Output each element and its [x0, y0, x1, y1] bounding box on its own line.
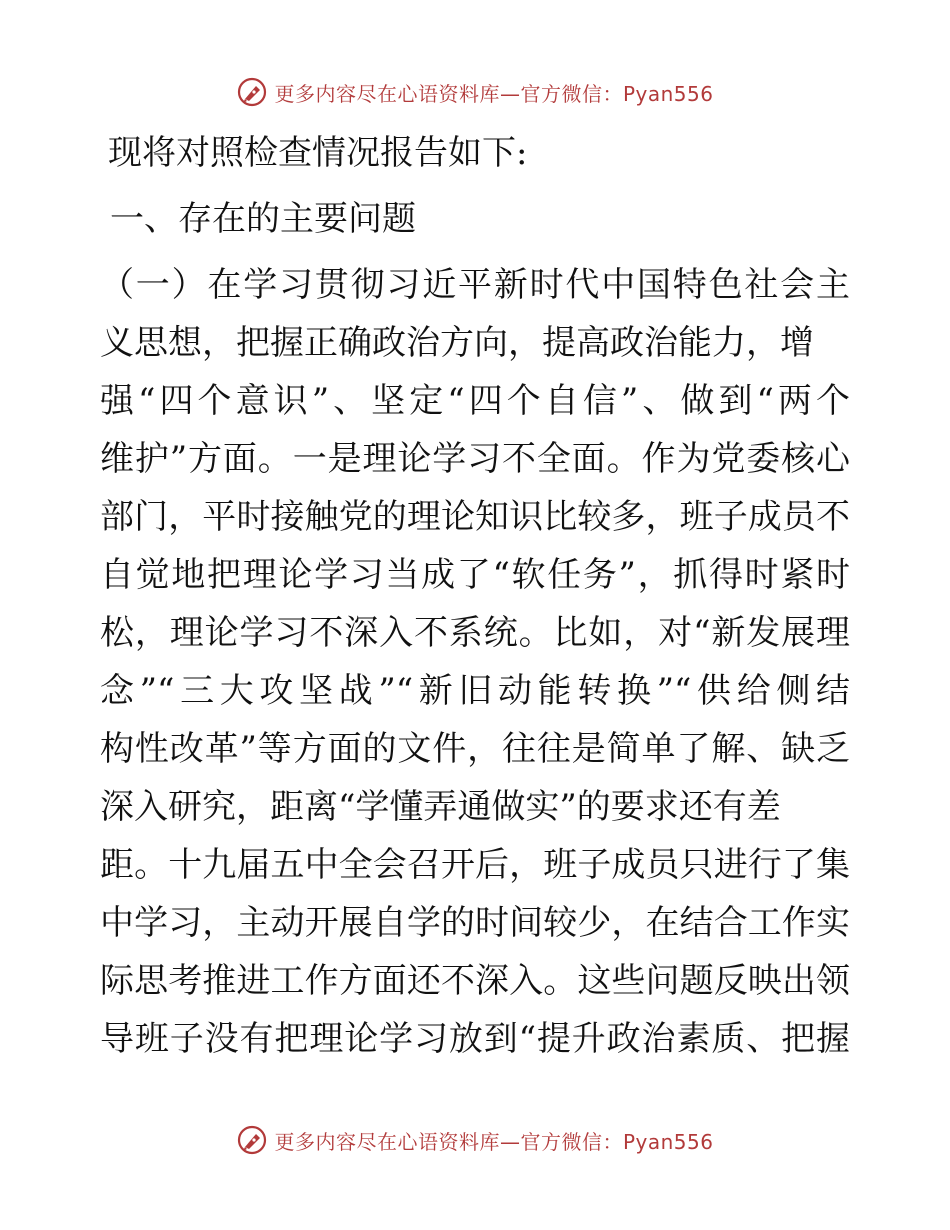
paragraph-line: 松，理论学习不深入不系统。比如，对“新发展理 [100, 613, 850, 653]
intro-line: 现将对照检查情况报告如下: [108, 133, 528, 173]
paragraph-line: 维护”方面。一是理论学习不全面。作为党委核心 [100, 439, 850, 479]
paragraph-line: 部门，平时接触党的理论知识比较多，班子成员不 [100, 497, 850, 537]
pen-nib-logo-icon [236, 1124, 268, 1156]
paragraph-line: 导班子没有把理论学习放到“提升政治素质、把握 [100, 1019, 850, 1059]
watermark-text-top: 更多内容尽在心语资料库—官方微信：Pyan556 [274, 81, 714, 106]
paragraph-line: 际思考推进工作方面还不深入。这些问题反映出领 [100, 961, 850, 1001]
paragraph-line: 距。十九届五中全会召开后，班子成员只进行了集 [100, 845, 850, 885]
paragraph-line: 中学习，主动开展自学的时间较少，在结合工作实 [100, 903, 850, 943]
paragraph-line: 义思想，把握正确政治方向，提高政治能力，增 [100, 323, 814, 363]
watermark-text-bottom: 更多内容尽在心语资料库—官方微信：Pyan556 [274, 1129, 714, 1154]
paragraph-line: 构性改革”等方面的文件，往往是简单了解、缺乏 [100, 729, 850, 769]
document-body [100, 124, 850, 1068]
paragraph-line: 自觉地把理论学习当成了“软任务”，抓得时紧时 [100, 555, 850, 595]
pen-nib-logo-icon [236, 76, 268, 108]
paragraph-line: （一）在学习贯彻习近平新时代中国特色社会主 [100, 265, 850, 305]
watermark-banner-bottom [0, 1120, 950, 1160]
watermark-banner-top [0, 72, 950, 112]
paragraph-line: 念”“三大攻坚战”“新旧动能转换”“供给侧结 [100, 671, 850, 711]
paragraph-line: 深入研究，距离“学懂弄通做实”的要求还有差 [100, 787, 781, 827]
section-heading: 一、存在的主要问题 [110, 199, 416, 239]
paragraph-line: 强“四个意识”、坚定“四个自信”、做到“两个 [100, 381, 850, 421]
